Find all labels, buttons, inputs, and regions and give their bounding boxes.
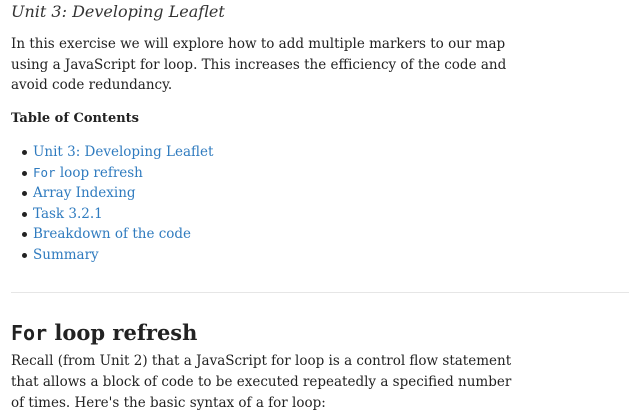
toc-link-summary[interactable]: Summary bbox=[33, 246, 99, 263]
toc-item-summary bbox=[11, 245, 213, 266]
section-divider bbox=[11, 292, 629, 293]
bullet-icon bbox=[22, 171, 27, 176]
section-heading bbox=[11, 318, 197, 348]
table-of-contents bbox=[11, 142, 213, 265]
section-heading-code: For bbox=[11, 321, 48, 345]
toc-item-array-indexing bbox=[11, 183, 213, 204]
section-body-paragraph: Recall (from Unit 2) that a JavaScript for loop is a control flow statement that allows a block of code to be executed repeatedly a specified number of times. Here's the basic syntax of a for loop: bbox=[11, 353, 512, 411]
section-heading-text: loop refresh bbox=[47, 320, 198, 345]
toc-link-code: For bbox=[33, 164, 56, 180]
bullet-icon bbox=[22, 253, 27, 258]
toc-item-for-loop-refresh bbox=[11, 163, 213, 184]
toc-item-task bbox=[11, 204, 213, 225]
toc-link-task[interactable]: Task 3.2.1 bbox=[33, 205, 103, 222]
bullet-icon bbox=[22, 212, 27, 217]
bullet-icon bbox=[22, 191, 27, 196]
toc-heading: Table of Contents bbox=[11, 111, 139, 126]
intro-paragraph: In this exercise we will explore how to add multiple markers to our map using a JavaScript for loop. This increases the efficiency of the code and avoid code redundancy. bbox=[11, 36, 507, 93]
toc-link-unit-3[interactable]: Unit 3: Developing Leaflet bbox=[33, 144, 214, 160]
bullet-icon bbox=[22, 150, 27, 155]
unit-title: Unit 3: Developing Leaflet bbox=[11, 2, 225, 21]
toc-link-breakdown[interactable]: Breakdown of the code bbox=[33, 226, 192, 242]
toc-link-array-indexing[interactable]: Array Indexing bbox=[33, 185, 136, 201]
toc-item-unit-3 bbox=[11, 142, 213, 163]
bullet-icon bbox=[22, 232, 27, 237]
toc-item-breakdown bbox=[11, 224, 213, 245]
toc-link-for-loop-refresh[interactable] bbox=[33, 165, 143, 181]
toc-link-label: loop refresh bbox=[55, 164, 143, 181]
